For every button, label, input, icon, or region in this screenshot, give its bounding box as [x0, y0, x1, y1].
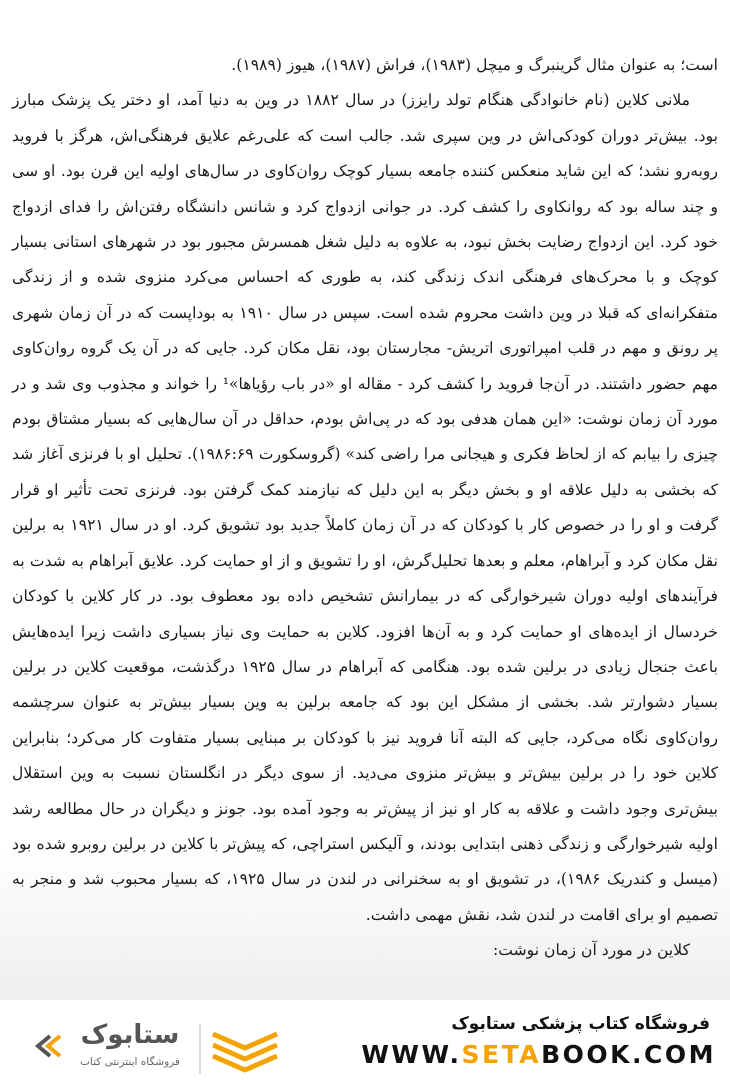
setabook-logo	[30, 1018, 280, 1076]
footer-banner	[0, 1000, 730, 1080]
paragraph-klein-biography: ملانی کلاین (نام خانوادگی هنگام تولد رایزز) در سال ۱۸۸۲ در وین به دنیا آمد، او دختر یک پزشک مبارز بود. بیش‌تر دوران کودکی‌اش در وین سپری شد. جالب است که علی‌رغم علایق فرهنگی‌اش، هرگز با فروید روبه‌رو نشد؛ که این شاید منعکس کننده جامعه بسیار کوچک روان‌کاوی در سال‌های اولیه این قرن بود. او سی و چند ساله بود که روانکاوی را کشف کرد. در جوانی ازدواج کرد و شانس دانشگاه رفتن‌اش را فدای ازدواج خود کرد. این ازدواج رضایت بخش نبود، به علاوه به دلیل شغل همسرش مجبور بود در شهرهای استانی بسیار کوچک و با محرک‌های فرهنگی اندک زندگی کند، به طوری که احساس می‌کرد منزوی شده و از زندگی متفکرانه‌ای که قبلا در وین داشت محروم شده است. سپس در سال ۱۹۱۰ به بوداپست که در آن زمان شهری پر رونق و مهم در قلب امپراتوری اتریش- مجارستان بود، نقل مکان کرد. جایی که در آن یک گروه روان‌کاوی مهم حضور داشتند. در آن‌جا فروید را کشف کرد - مقاله او «در باب رؤیاها»¹ را خواند و مجذوب وی شد و در مورد آن زمان نوشت: «این همان هدفی بود که در پی‌اش بودم، حداقل در آن سال‌هایی که بسیار مشتاق بودم چیزی را بیابم که از لحاظ فکری و هیجانی مرا راضی کند» (گروسکورت ۱۹۸۶:۶۹). تحلیل او با فرنزی آغاز شد که بخشی به دلیل علاقه او و بخش دیگر به این دلیل که نیازمند کمک گرفتن بود. فرنزی تحت تأثیر او قرار گرفت و او را در خصوص کار با کودکان که در آن زمان کاملاً جدید بود تشویق کرد. او در سال ۱۹۲۱ به برلین نقل مکان کرد و آبراهام، معلم و بعدها تحلیل‌گرش، او را تشویق و از او حمایت کرد. علایق آبراهام به شدت به فرآیندهای اولیه دوران شیرخوارگی که در بیمارانش تشخیص داده بود معطوف بود. در کار کلاین با کودکان خردسال از ایده‌های او حمایت کرد و به آن‌ها افزود. کلاین به حمایت وی نیاز بسیاری داشت زیرا ایده‌هایش باعث جنجال زیادی در برلین شده بود. هنگامی که آبراهام در سال ۱۹۲۵ درگذشت، موقعیت کلاین در برلین بسیار دشوارتر شد. بخشی از مشکل این بود که جامعه برلین به وین بسیار بیش‌تر به عنوان سرچشمه روان‌کاوی نگاه می‌کرد، جایی که البته آنا فروید نیز با کودکان بر مبنایی بسیار متفاوت کار می‌کرد؛ بنابراین کلاین خود را در برلین بیش‌تر و بیش‌تر منزوی می‌دید. از سوی دیگر در انگلستان نسبت به وین استقلال بیش‌تری وجود داشت و علاقه به کار او نیز از پیش‌تر به وجود آمده بود. جونز و دیگران در حال مطالعه رشد اولیه شیرخوارگی و زندگی ذهنی ابتدایی بودند، و آلیکس استراچی، که پیش‌تر با کلاین در برلین روبرو شده بود (میسل و کندریک ۱۹۸۶)، در تشویق او به سخنرانی در لندن در سال ۱۹۲۵، که بسیار محبوب شد و منجر به تصمیم او برای اقامت در لندن شد، نقش مهمی داشت.	[12, 91, 718, 924]
store-url-link[interactable]	[361, 1040, 716, 1069]
store-name: فروشگاه کتاب پزشکی ستابوک	[451, 1014, 710, 1034]
store-url-prefix: WWW.	[361, 1040, 462, 1069]
store-url-highlight: SETA	[461, 1040, 542, 1069]
paragraph-continuation: است؛ به عنوان مثال گرینبرگ و میچل (۱۹۸۳)، فراش (۱۹۸۷)، هیوز (۱۹۸۹).	[231, 56, 718, 74]
logo-subtitle: فروشگاه اینترنتی کتاب	[80, 1056, 180, 1068]
paragraph-klein-quote-intro: کلاین در مورد آن زمان نوشت:	[493, 941, 690, 960]
logo-wordmark: ستابوک	[80, 1020, 180, 1050]
store-url-suffix: BOOK.COM	[541, 1040, 716, 1069]
page-body-text	[12, 48, 718, 969]
